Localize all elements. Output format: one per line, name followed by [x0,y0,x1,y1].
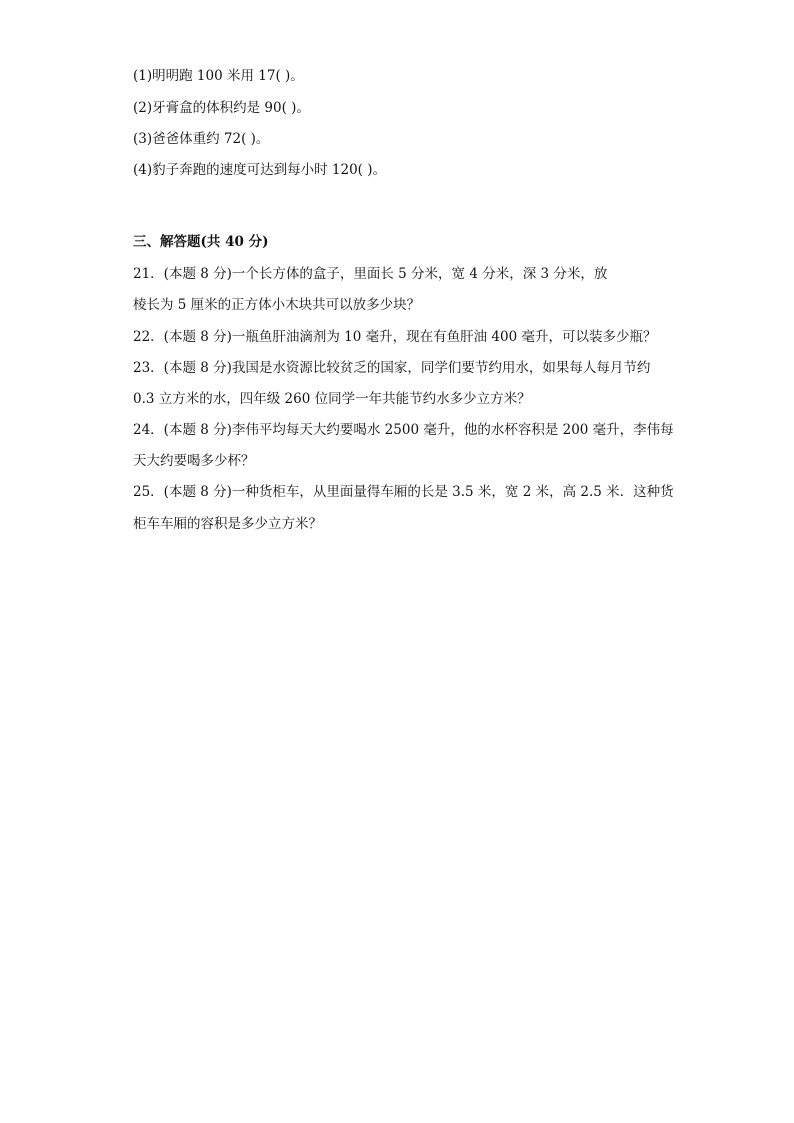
question-23-line-1: 23．(本题 8 分)我国是水资源比较贫乏的国家，同学们要节约用水，如果每人每月节约 [133,360,651,376]
fill-item-2: (2)牙膏盒的体积约是 90( )。 [133,100,310,116]
fill-item-1: (1)明明跑 100 米用 17( )。 [133,68,304,84]
fill-item-4: (4)豹子奔跑的速度可达到每小时 120( )。 [133,162,387,178]
question-21-line-1: 21．(本题 8 分)一个长方体的盒子，里面长 5 分米，宽 4 分米，深 3 分米，放 [133,266,608,282]
section-title: 三、解答题(共 40 分) [133,234,269,250]
fill-item-3: (3)爸爸体重约 72( )。 [133,131,270,147]
question-24-line-1: 24．(本题 8 分)李伟平均每天大约要喝水 2500 毫升，他的水杯容积是 200 毫升，李伟每 [133,422,674,438]
question-22-line-1: 22．(本题 8 分)一瓶鱼肝油滴剂为 10 毫升，现在有鱼肝油 400 毫升，可以装多少瓶？ [133,329,657,345]
question-25-line-2: 柜车车厢的容积是多少立方米？ [133,516,322,532]
question-24-line-2: 天大约要喝多少杯？ [133,453,255,469]
question-23-line-2: 0.3 立方米的水，四年级 260 位同学一年共能节约水多少立方米？ [133,391,531,407]
question-21-line-2: 棱长为 5 厘米的正方体小木块共可以放多少块？ [133,297,421,313]
question-25-line-1: 25．(本题 8 分)一种货柜车，从里面量得车厢的长是 3.5 米，宽 2 米，高 2.5 米．这种货 [133,484,674,500]
